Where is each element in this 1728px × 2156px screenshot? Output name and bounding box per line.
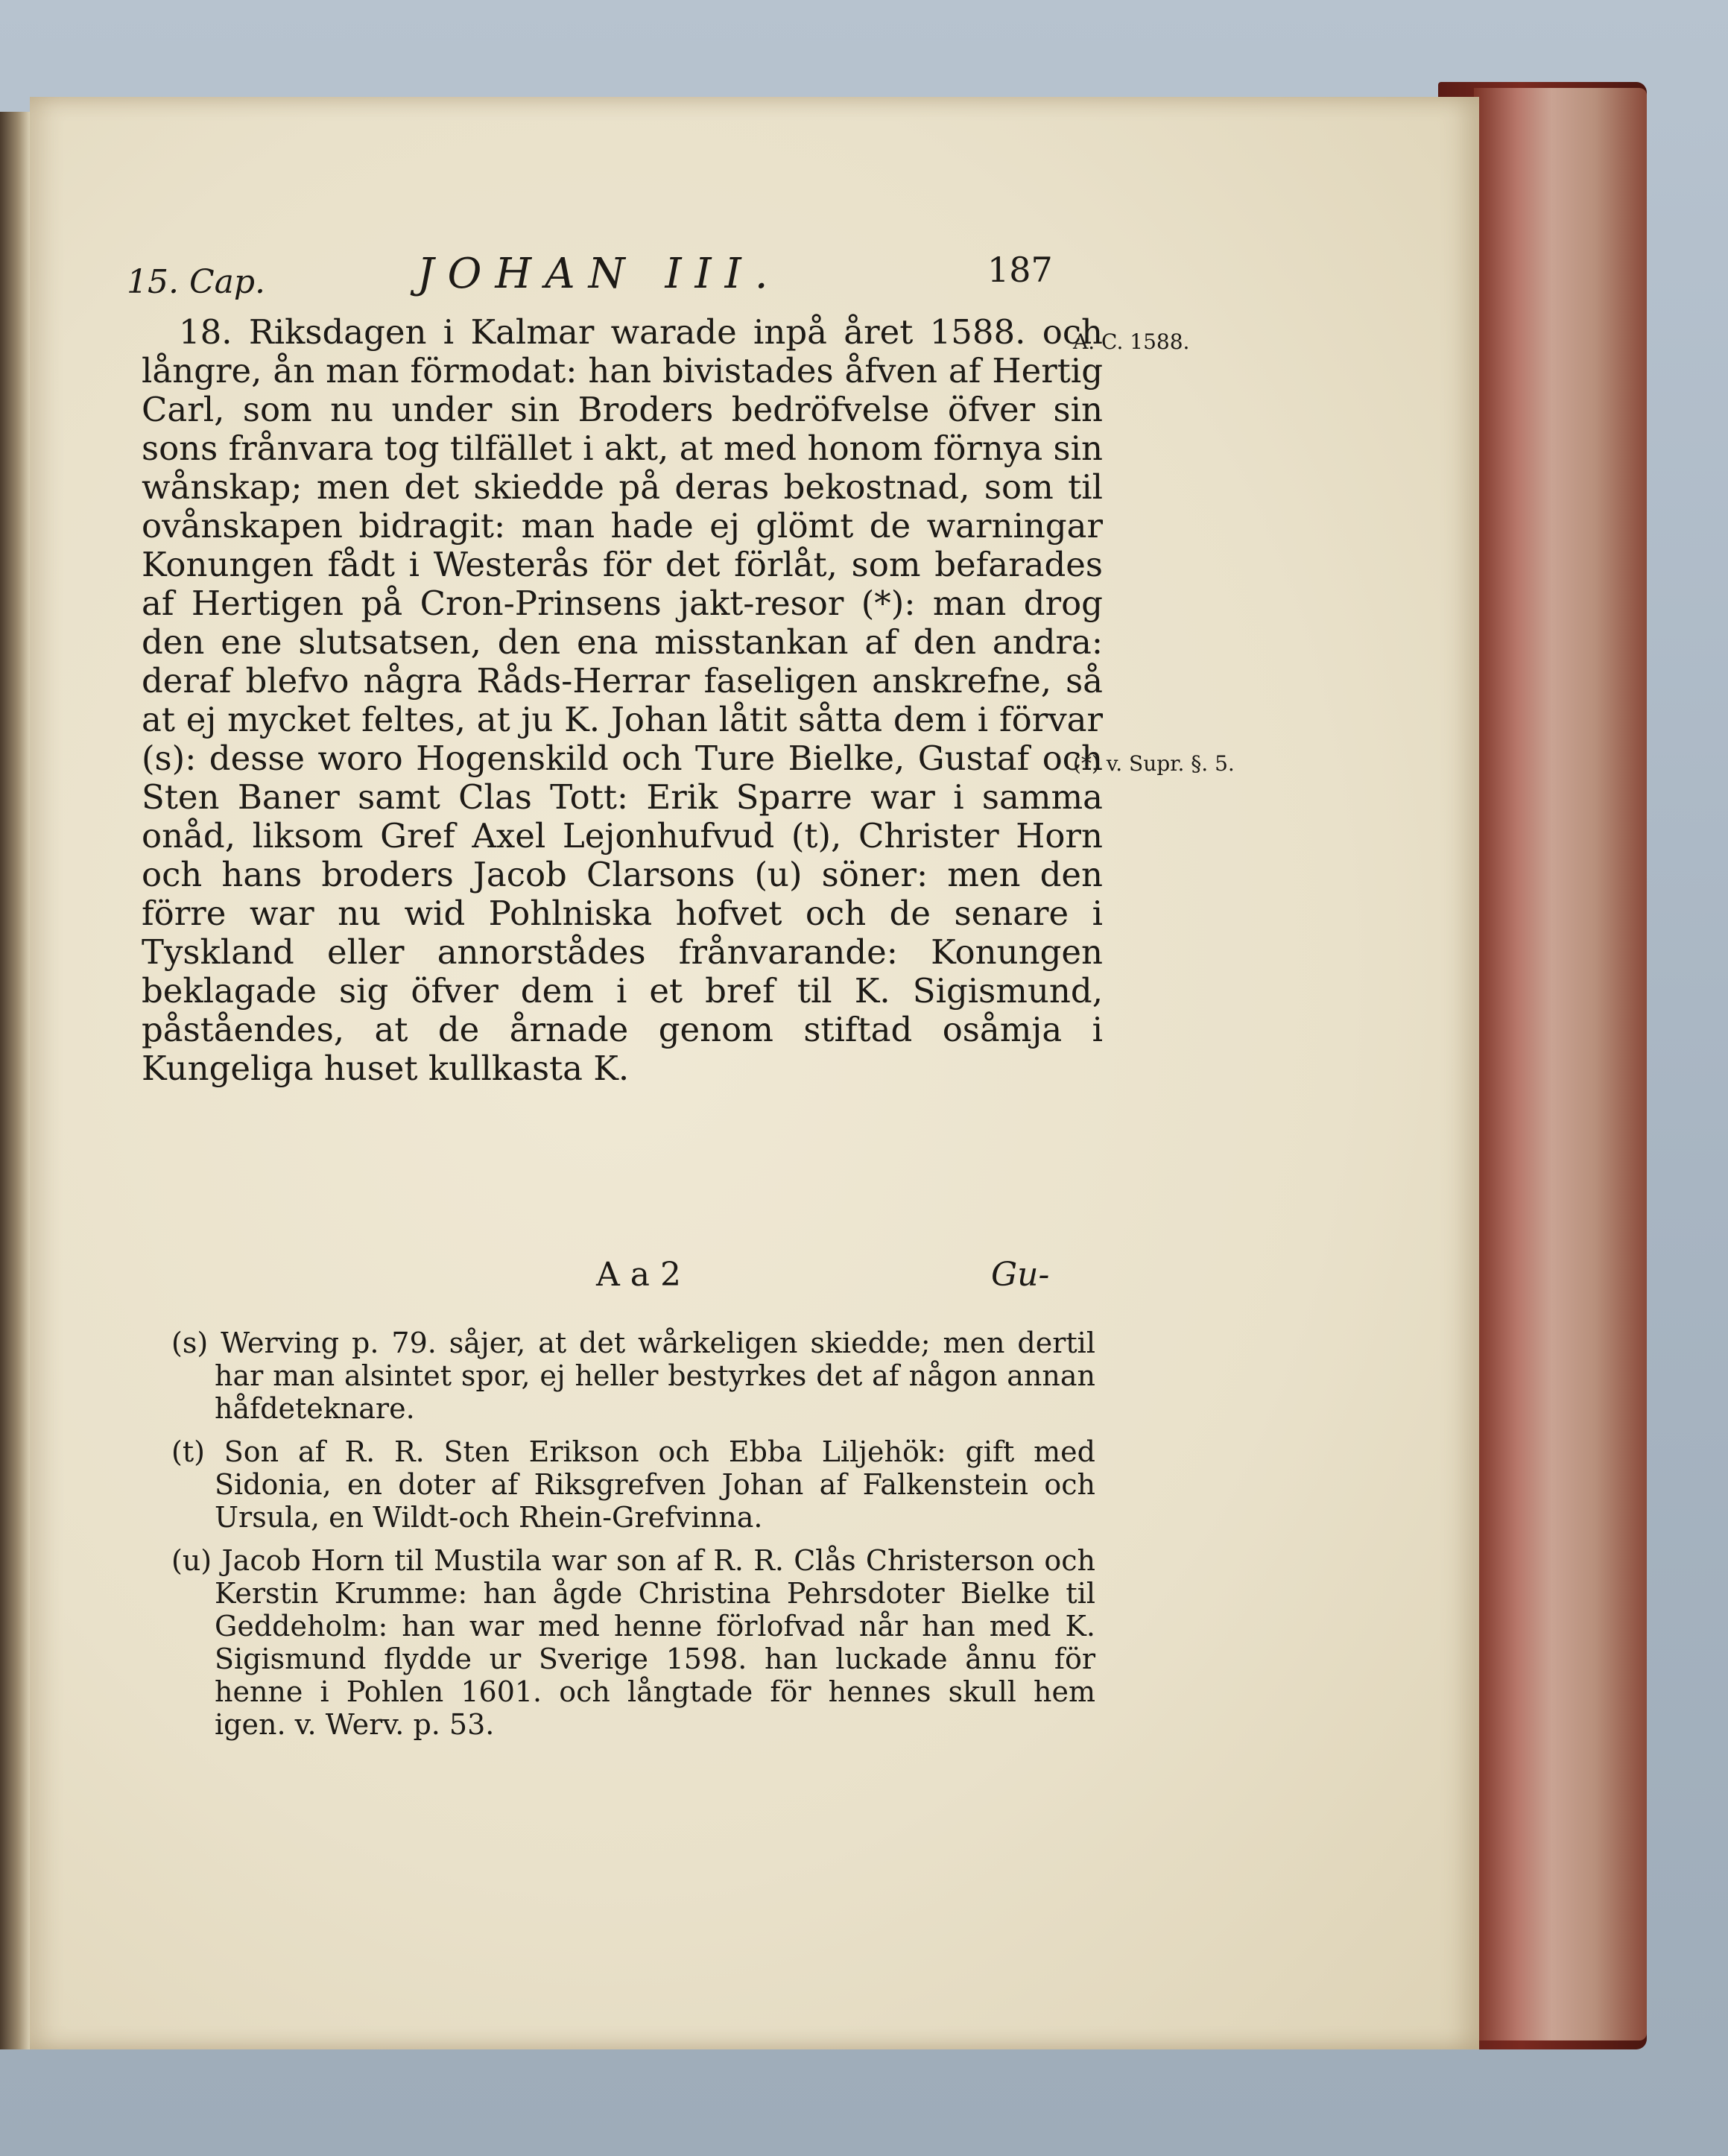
footnote-mark: (u) [171,1544,212,1577]
paragraph-18: 18. Riksdagen i Kalmar warade inpå året 1588. och långre, ån man förmodat: han bivistades åfven af Hertig Carl, som nu under sin Broders bedröfvelse öfver sin sons frånvara tog tilfället i akt, at med honom förnya sin wånskap; men det skiedde på deras bekostnad, som til ovånskapen bidragit: man hade ej glömt de warningar Konungen fådt i Westerås för det förlåt, som befarades af Hertigen på Cron-Prinsens jakt-resor (*): man drog den ene slutsatsen, den ena misstankan af den andra: deraf blefvo några Råds-Herrar faseligen anskrefne, så at ej mycket feltes, at ju K. Johan låtit såtta dem i förvar (s): desse woro Hogenskild och Ture Bielke, Gustaf och Sten Baner samt Clas Tott: Erik Sparre war i samma onåd, liksom Gref Axel Lejonhufvud (t), Christer Horn och hans broders Jacob Clarsons (u) söner: men den förre war nu wid Pohlniska hofvet och de senare i Tyskland eller annorstådes frånvarande: Konungen beklagade sig öfver dem i et bref til K. Sigismund, påståendes, at de årnade genom stiftad osåmja i Kungeliga huset kullkasta K. [142,312,1103,1088]
page-edges [1474,88,1647,2040]
footnote-u [171,1544,1095,1741]
footnote-text: Werving p. 79. såjer, at det wårkeligen skiedde; men dertil har man alsintet spor, ej heller bestyrkes det af någon annan håfdeteknare. [215,1327,1095,1425]
margin-note-year: A. C. 1588. [1073,329,1190,354]
margin-note-ref: (*) v. Supr. §. 5. [1073,751,1235,776]
footnote-t [171,1435,1095,1534]
main-text [142,313,1103,1088]
page-header [30,250,1479,309]
book-page [30,97,1479,2049]
left-page-edge [0,112,30,2049]
footnote-mark: (s) [171,1327,209,1359]
footnote-s [171,1327,1095,1425]
footnotes [171,1327,1095,1751]
page-number: 187 [987,250,1053,290]
footnote-text: Son af R. R. Sten Erikson och Ebba Liljehök: gift med Sidonia, en doter af Riksgrefven Johan af Falkenstein och Ursula, en Wildt-och Rhein-Grefvinna. [215,1435,1095,1534]
footnote-text: Jacob Horn til Mustila war son af R. R. Clås Christerson och Kerstin Krumme: han ågde Christina Pehrsdoter Bielke til Geddeholm: han war med henne förlofvad når han med K. Sigismund flydde ur Sverige 1598. han luckade ånnu för henne i Pohlen 1601. och långtade för hennes skull hem igen. v. Werv. p. 53. [215,1544,1095,1741]
running-title: JOHAN III. [417,250,782,298]
catchword: Gu- [991,1256,1050,1294]
signature-mark: A a 2 [596,1256,681,1294]
chapter-label: 15. Cap. [127,263,266,301]
footnote-mark: (t) [171,1435,205,1468]
